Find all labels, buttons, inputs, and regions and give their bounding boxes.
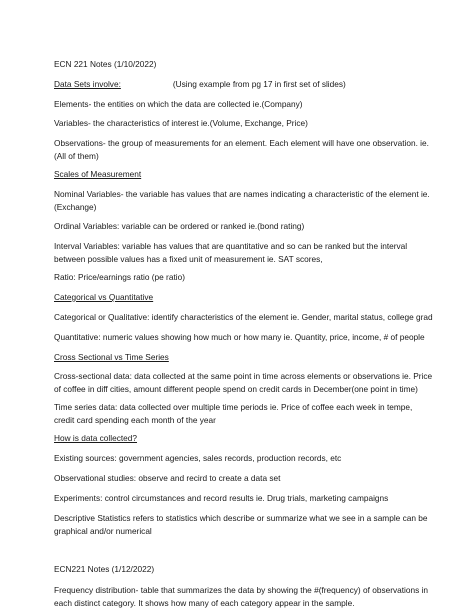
data-sets-example: (Using example from pg 17 in first set of slides) — [172, 79, 346, 89]
collected-heading: How is data collected? — [54, 433, 138, 443]
ordinal-definition: Ordinal Variables: variable can be ordered or ranked ie.(bond rating) — [54, 221, 305, 231]
experiments-line: Experiments: control circumstances and record results ie. Drug trials, marketing campaigns — [54, 493, 389, 503]
variables-definition: Variables- the characteristics of interest ie.(Volume, Exchange, Price) — [54, 118, 308, 128]
notes-heading-1: ECN 221 Notes (1/10/2022) — [54, 59, 157, 69]
scales-heading: Scales of Measurement — [54, 169, 142, 179]
ratio-definition: Ratio: Price/earnings ratio (pe ratio) — [54, 272, 185, 282]
quantitative-definition: Quantitative: numeric values showing how much or how many ie. Quantity, price, income, # of people — [54, 332, 425, 342]
categorical-definition: Categorical or Qualitative: identify characteristics of the element ie. Gender, marital status, college grad — [54, 312, 433, 322]
cat-quant-heading: Categorical vs Quantitative — [54, 292, 154, 302]
nominal-definition: Nominal Variables- the variable has values that are names indicating a characteristic of the element ie. (Exchange) — [54, 189, 430, 212]
interval-definition: Interval Variables: variable has values that are quantitative and so can be ranked but the interval between possible values has a fixed unit of measurement ie. SAT scores, — [54, 241, 408, 264]
observational-line: Observational studies: observe and recird to create a data set — [54, 473, 281, 483]
elements-definition: Elements- the entities on which the data are collected ie.(Company) — [54, 99, 303, 109]
time-series-definition: Time series data: data collected over multiple time periods ie. Price of coffee each week in tempe, credit card spending each month of the year — [54, 402, 413, 425]
observations-definition: Observations- the group of measurements for an element. Each element will have one observation. ie. (All of them) — [54, 138, 429, 161]
data-sets-line — [54, 78, 434, 91]
frequency-distribution-definition: Frequency distribution- table that summarizes the data by showing the #(frequency) of observations in each distinct category. It shows how many of each category appear in the sample. — [54, 585, 429, 608]
descriptive-statistics-definition: Descriptive Statistics refers to statistics which describe or summarize what we see in a sample can be graphical and/or numerical — [54, 513, 428, 536]
cross-sectional-definition: Cross-sectional data: data collected at the same point in time across elements or observations ie. Price of coffee in diff cities, amount different people spend on credit cards in December(one point in time) — [54, 371, 433, 394]
notes-heading-2: ECN221 Notes (1/12/2022) — [54, 564, 155, 574]
cross-time-heading: Cross Sectional vs Time Series — [54, 352, 169, 362]
data-sets-label: Data Sets involve: — [54, 79, 121, 89]
existing-sources-line: Existing sources: government agencies, sales records, production records, etc — [54, 453, 342, 463]
